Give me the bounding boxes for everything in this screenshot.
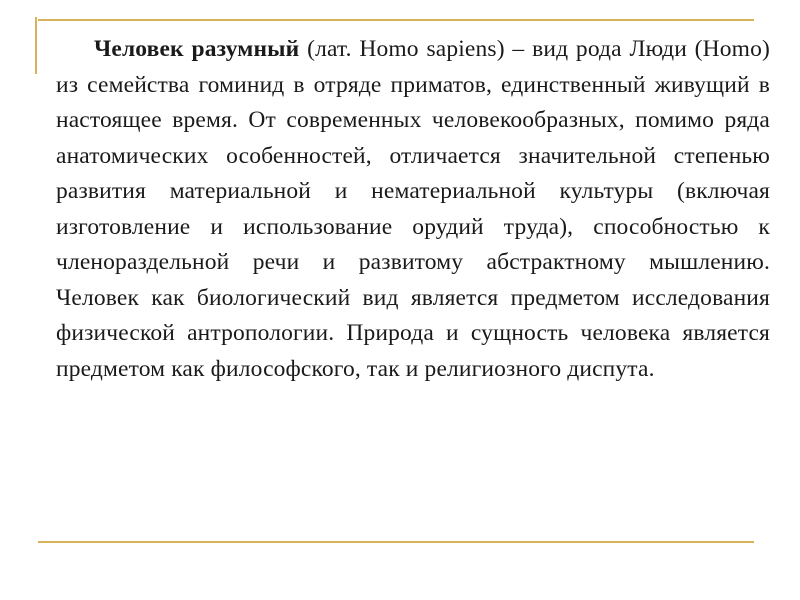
definition-text: (лат. Homo sapiens) – вид рода Люди (Homo) из семейства гоминид в отряде приматов, единственный живущий в настоящее время. От современных человекообразных, помимо ряда анатомических особенностей, отличается значительной степенью развития материальной и нематериальной культуры (включая изготовление и использование орудий труда), способностью к членораздельной речи и развитому абстрактному мышлению. Человек как биологический вид является предметом исследования физической антропологии. Природа и сущность человека является предметом как философского, так и религиозного диспута. [56, 36, 770, 382]
top-divider [38, 19, 754, 21]
definition-paragraph [56, 32, 770, 387]
bottom-divider [38, 541, 754, 543]
term-heading: Человек разумный [94, 36, 300, 62]
left-accent-bar [35, 17, 37, 74]
